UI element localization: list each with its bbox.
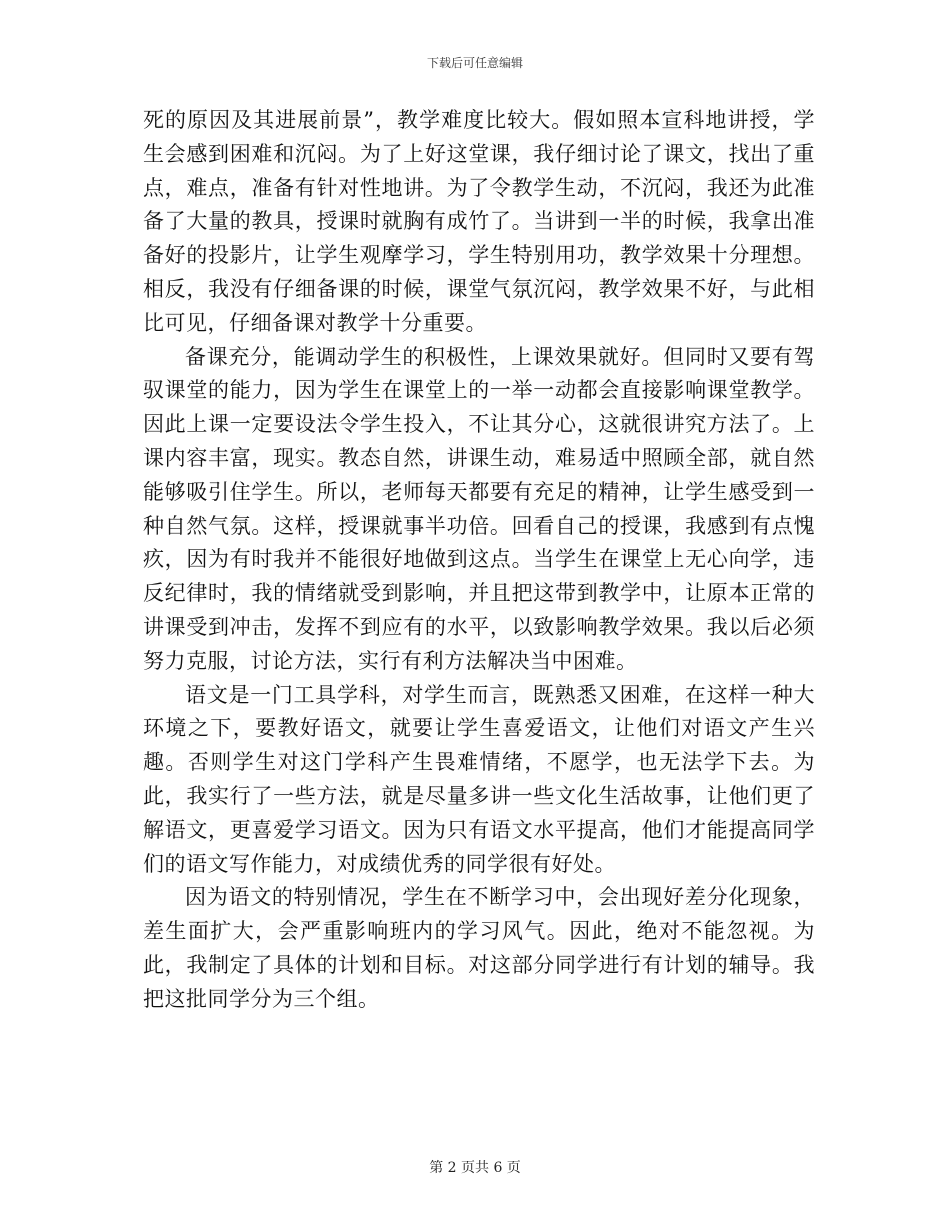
document-body — [143, 104, 815, 1017]
paragraph-3: 语文是一门工具学科，对学生而言，既熟悉又困难，在这样一种大环境之下，要教好语文，就要让学生喜爱语文，让他们对语文产生兴趣。否则学生对这门学科产生畏难情绪，不愿学，也无法学下去。为此，我实行了一些方法，就是尽量多讲一些文化生活故事，让他们更了解语文，更喜爱学习语文。因为只有语文水平提高，他们才能提高同学们的语文写作能力，对成绩优秀的同学很有好处。 — [143, 682, 815, 876]
paragraph-2: 备课充分，能调动学生的积极性，上课效果就好。但同时又要有驾驭课堂的能力，因为学生在课堂上的一举一动都会直接影响课堂教学。因此上课一定要设法令学生投入，不让其分心，这就很讲究方法了。上课内容丰富，现实。教态自然，讲课生动，难易适中照顾全部，就自然能够吸引住学生。所以，老师每天都要有充足的精神，让学生感受到一种自然气氛。这样，授课就事半功倍。回看自己的授课，我感到有点愧疚，因为有时我并不能很好地做到这点。当学生在课堂上无心向学，违反纪律时，我的情绪就受到影响，并且把这带到教学中，让原本正常的讲课受到冲击，发挥不到应有的水平，以致影响教学效果。我以后必须努力克服，讨论方法，实行有利方法解决当中困难。 — [143, 344, 815, 673]
paragraph-1: 死的原因及其进展前景”，教学难度比较大。假如照本宣科地讲授，学生会感到困难和沉闷。为了上好这堂课，我仔细讨论了课文，找出了重点，难点，准备有针对性地讲。为了令教学生动，不沉闷，我还为此准备了大量的教具，授课时就胸有成竹了。当讲到一半的时候，我拿出准备好的投影片，让学生观摩学习，学生特别用功，教学效果十分理想。相反，我没有仔细备课的时候，课堂气氛沉闷，教学效果不好，与此相比可见，仔细备课对教学十分重要。 — [143, 108, 815, 335]
paragraph-4: 因为语文的特别情况，学生在不断学习中，会出现好差分化现象，差生面扩大，会严重影响班内的学习风气。因此，绝对不能忽视。为此，我制定了具体的计划和目标。对这部分同学进行有计划的辅导。我把这批同学分为三个组。 — [143, 885, 815, 1011]
page-number-footer: 第 2 页共 6 页 — [429, 1160, 521, 1176]
page-header: 下载后可任意编辑 — [426, 56, 523, 70]
